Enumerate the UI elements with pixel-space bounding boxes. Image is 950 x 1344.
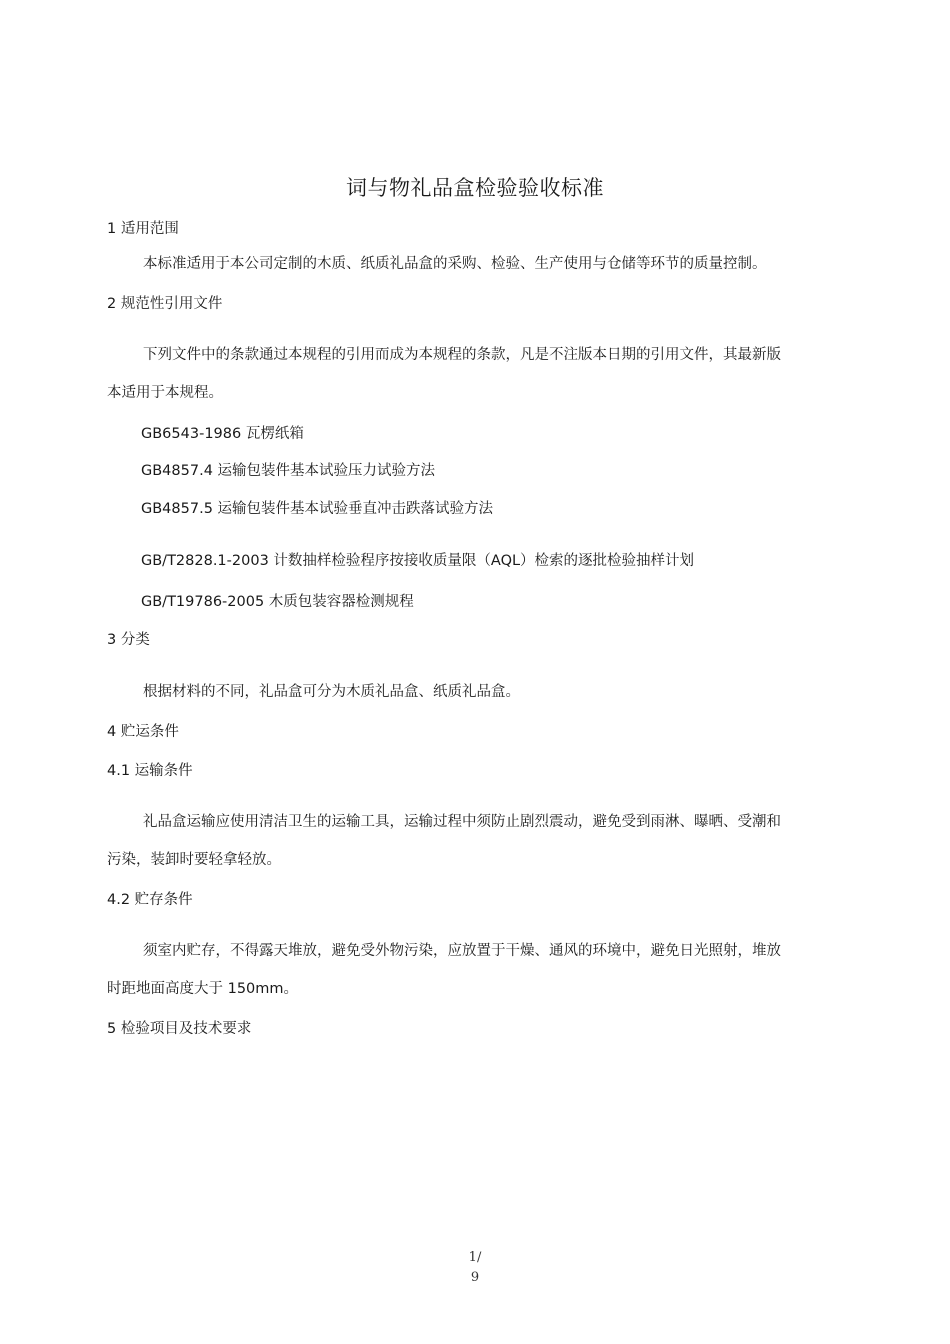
section-1-heading: 1 适用范围 xyxy=(107,221,179,237)
section-4-1-body-line2: 污染，装卸时要轻拿轻放。 xyxy=(107,852,281,868)
section-1-body: 本标准适用于本公司定制的木质、纸质礼品盒的采购、检验、生产使用与仓储等环节的质量控制。 xyxy=(143,256,767,272)
section-4-1-body-line1: 礼品盒运输应使用清洁卫生的运输工具，运输过程中须防止剧烈震动，避免受到雨淋、曝晒、受潮和 xyxy=(143,814,781,830)
section-4-1-heading: 4.1 运输条件 xyxy=(107,763,193,779)
section-2-body-line2: 本适用于本规程。 xyxy=(107,385,223,401)
section-2-heading: 2 规范性引用文件 xyxy=(107,296,223,312)
reference-item: GB4857.4 运输包装件基本试验压力试验方法 xyxy=(141,463,436,479)
section-4-2-body-line2: 时距地面高度大于 150mm。 xyxy=(107,981,299,997)
section-5-heading: 5 检验项目及技术要求 xyxy=(107,1021,252,1037)
section-4-2-heading: 4.2 贮存条件 xyxy=(107,892,193,908)
reference-item: GB6543-1986 瓦楞纸箱 xyxy=(141,426,304,442)
section-2-body-line1: 下列文件中的条款通过本规程的引用而成为本规程的条款，凡是不注版本日期的引用文件，其最新版 xyxy=(143,347,781,363)
reference-item: GB/T2828.1-2003 计数抽样检验程序按接收质量限（AQL）检索的逐批检验抽样计划 xyxy=(141,553,695,569)
section-4-2-body-line1: 须室内贮存，不得露天堆放，避免受外物污染，应放置于干燥、通风的环境中，避免日光照射，堆放 xyxy=(143,943,781,959)
page-number-current: 1/ xyxy=(468,1250,482,1265)
page-number-total: 9 xyxy=(470,1270,480,1285)
reference-item: GB4857.5 运输包装件基本试验垂直冲击跌落试验方法 xyxy=(141,501,494,517)
section-3-heading: 3 分类 xyxy=(107,632,150,648)
reference-item: GB/T19786-2005 木质包装容器检测规程 xyxy=(141,594,414,610)
document-title: 词与物礼品盒检验验收标准 xyxy=(346,176,604,200)
section-3-body: 根据材料的不同，礼品盒可分为木质礼品盒、纸质礼品盒。 xyxy=(143,684,520,700)
section-4-heading: 4 贮运条件 xyxy=(107,724,179,740)
